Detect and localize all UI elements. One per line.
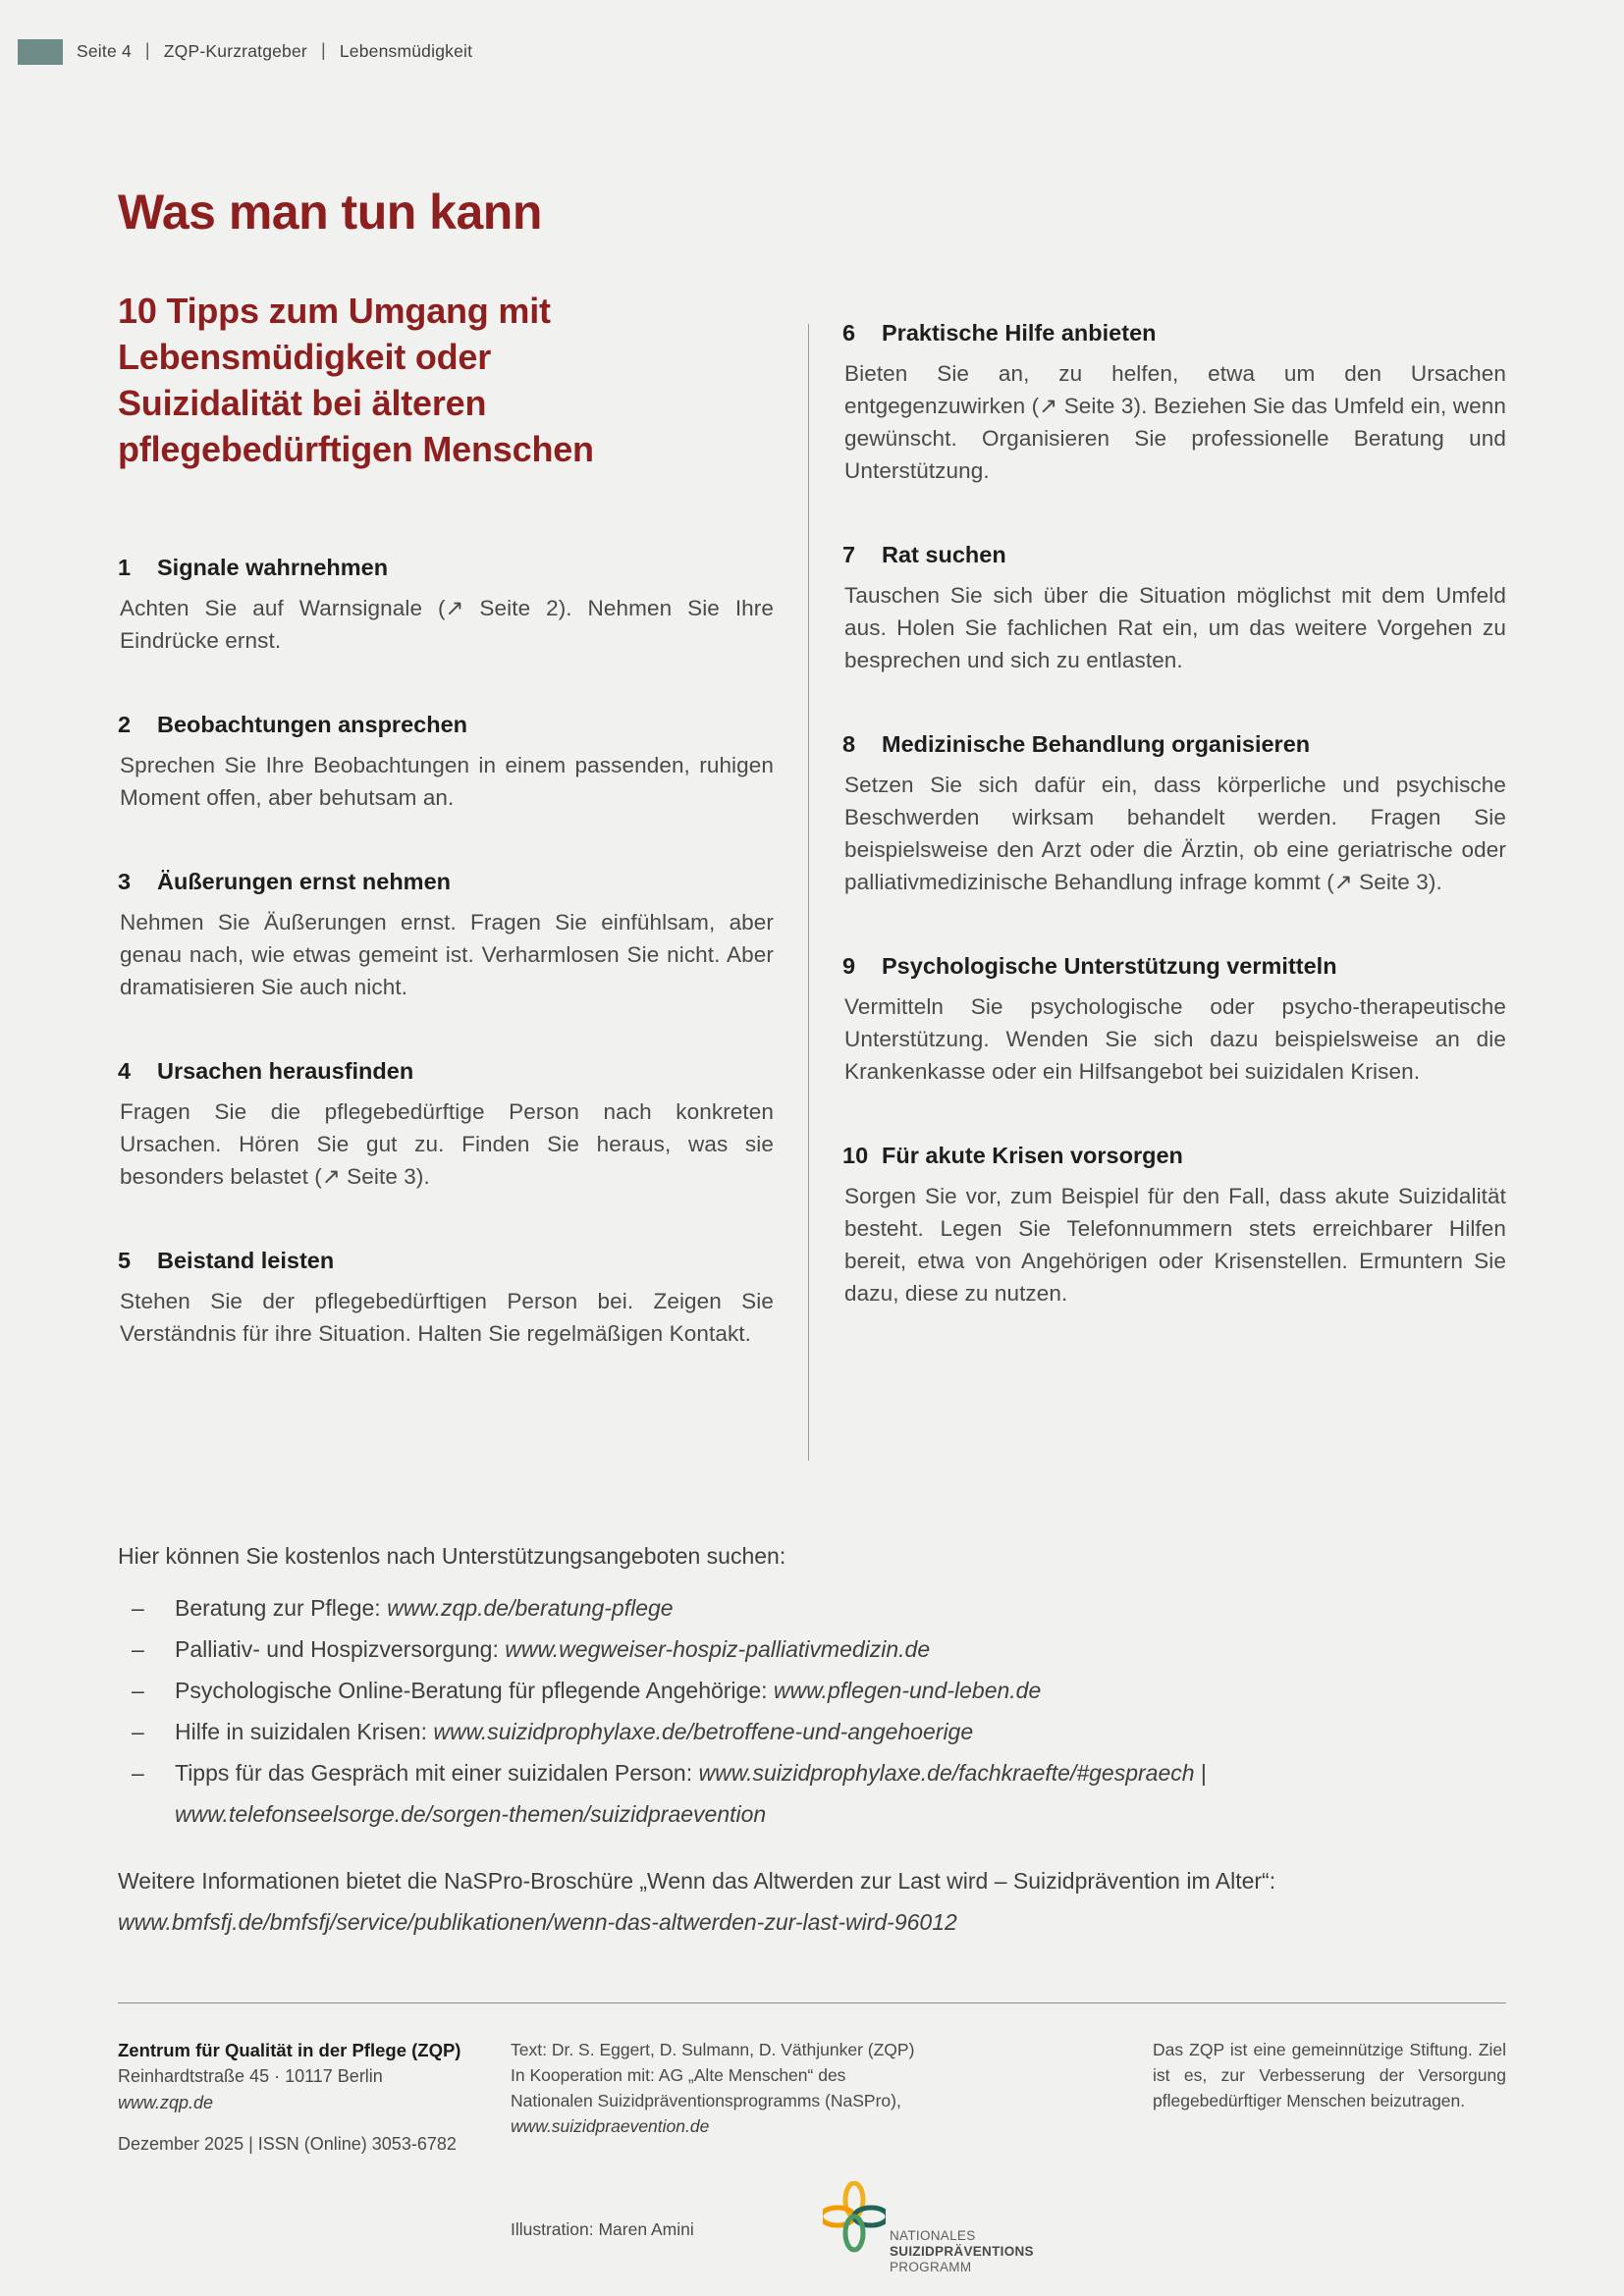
naspro-logo-text [890,2228,1034,2275]
resource-link[interactable]: www.telefonseelsorge.de/sorgen-themen/suizidpraevention [175,1801,767,1827]
naspro-logo-line: NATIONALES [890,2228,976,2243]
org-website-link[interactable]: www.zqp.de [118,2093,214,2112]
credits-program: Nationalen Suizidpräventionsprogramms (NaSPro), [511,2091,901,2110]
tips-left [118,555,774,1350]
tip-1 [118,555,774,657]
tip-number: 5 [118,1247,132,1273]
resource-link[interactable]: www.zqp.de/beratung-pflege [387,1595,674,1621]
resource-label: Tipps für das Gespräch mit einer suizidalen Person: [175,1760,699,1786]
tip-body: Setzen Sie sich dafür ein, dass körperliche und psychische Beschwerden wirksam behandelt werden. Fragen Sie beispielsweise den Arzt oder die Ärztin, ob eine geriatrische oder palliativmedizinische Behandlung infrage kommt (↗ Seite 3). [844,773,1506,894]
resource-label: Beratung zur Pflege: [175,1595,388,1621]
list-item [118,1711,1506,1752]
list-item [118,1752,1506,1835]
column-divider [808,324,809,1461]
dash-bullet: – [132,1678,144,1703]
illustration-credit: Illustration: Maren Amini [511,2219,694,2239]
tip-title: Praktische Hilfe anbieten [882,320,1157,346]
resource-link[interactable]: www.suizidprophylaxe.de/fachkraefte/#gespraech [698,1760,1195,1786]
breadcrumb [77,41,472,62]
org-name: Zentrum für Qualität in der Pflege (ZQP) [118,2040,461,2060]
resources-section [118,1543,1506,1965]
footer-publisher [118,2037,511,2242]
brochure-name: ZQP-Kurzratgeber [163,41,307,61]
left-column [118,187,774,1350]
breadcrumb-separator: | [320,40,326,60]
subtitle-line: pflegebedürftigen Menschen [118,428,594,469]
tip-number: 7 [842,542,856,567]
tip-body: Sprechen Sie Ihre Beobachtungen in einem passenden, ruhigen Moment offen, aber behutsam an. [120,752,774,810]
tip-title: Signale wahrnehmen [157,554,389,580]
tip-title: Äußerungen ernst nehmen [157,868,452,894]
resource-label: Palliativ- und Hospizversorgung: [175,1636,506,1662]
subtitle-line: Lebensmüdigkeit oder [118,336,492,377]
list-item [118,1629,1506,1670]
footer-divider [118,2002,1506,2003]
tip-body: Stehen Sie der pflegebedürftigen Person bei. Zeigen Sie Verständnis für ihre Situation. Halten Sie regelmäßigen Kontakt. [120,1288,774,1346]
tip-body: Fragen Sie die pflegebedürftige Person nach konkreten Ursachen. Hören Sie gut zu. Finden Sie heraus, was sie besonders belastet (↗ Seite 3). [120,1098,774,1189]
breadcrumb-separator: | [144,40,150,60]
tip-number: 9 [842,953,856,979]
tip-body: Bieten Sie an, zu helfen, etwa um den Ursachen entgegenzuwirken (↗ Seite 3). Beziehen Sie das Umfeld ein, wenn gewünscht. Organisieren Sie professionelle Beratung und Unterstützung. [844,361,1506,483]
page-title: Was man tun kann [118,185,542,240]
naspro-logo-icon [823,2181,886,2275]
credits-text: Text: Dr. S. Eggert, D. Sulmann, D. Väthjunker (ZQP) [511,2040,915,2059]
more-info-text: Weitere Informationen bietet die NaSPro-Broschüre „Wenn das Altwerden zur Last wird – Suizidprävention im Alter“: [118,1868,1276,1894]
footer-about [1153,2037,1506,2242]
tip-number: 2 [118,711,132,737]
credits-cooperation: In Kooperation mit: AG „Alte Menschen“ des [511,2065,846,2085]
resources-intro: Hier können Sie kostenlos nach Unterstützungsangeboten suchen: [118,1543,786,1569]
tip-8 [842,731,1506,898]
tip-number: 3 [118,868,132,894]
page-subtitle [118,288,774,472]
page-header [0,37,1624,67]
dash-bullet: – [132,1760,144,1786]
naspro-logo [823,2181,1034,2275]
page-footer [118,2037,1506,2274]
tip-body: Tauschen Sie sich über die Situation möglichst mit dem Umfeld aus. Holen Sie fachlichen Rat ein, um das weitere Vorgehen zu besprechen und sich zu entlasten. [844,583,1506,672]
resource-label: Psychologische Online-Beratung für pflegende Angehörige: [175,1678,774,1703]
link-separator: | [1194,1760,1207,1786]
tip-body: Sorgen Sie vor, zum Beispiel für den Fall, dass akute Suizidalität besteht. Legen Sie Telefonnummern stets erreichbarer Hilfen bereit, etwa von Angehörigen oder Krisenstellen. Ermuntern Sie dazu, diese zu nutzen. [844,1184,1506,1306]
list-item [118,1670,1506,1711]
tip-10 [842,1143,1506,1309]
tip-title: Rat suchen [882,542,1006,567]
tip-body: Vermitteln Sie psychologische oder psycho-therapeutische Unterstützung. Wenden Sie sich dazu beispielsweise an die Krankenkasse oder ein Hilfsangebot bei suizidalen Krisen. [844,994,1506,1084]
footer-credits [511,2037,1060,2274]
subtitle-line: Suizidalität bei älteren [118,382,487,423]
dash-bullet: – [132,1595,144,1621]
list-item [118,1587,1506,1629]
subtitle-line: 10 Tipps zum Umgang mit [118,290,551,331]
tip-number: 8 [842,731,856,757]
tip-5 [118,1248,774,1350]
tip-7 [842,542,1506,676]
more-info-link[interactable]: www.bmfsfj.de/bmfsfj/service/publikationen/wenn-das-altwerden-zur-last-wird-96012 [118,1909,957,1935]
dash-bullet: – [132,1719,144,1744]
tip-body: Nehmen Sie Äußerungen ernst. Fragen Sie einfühlsam, aber genau nach, wie etwas gemeint ist. Verharmlosen Sie nicht. Aber dramatisieren Sie auch nicht. [120,909,774,999]
tip-title: Ursachen herausfinden [157,1057,414,1084]
tip-6 [842,320,1506,487]
tip-4 [118,1058,774,1193]
tip-title: Für akute Krisen vorsorgen [882,1143,1183,1168]
tip-title: Beistand leisten [157,1247,335,1273]
about-zqp-text: Das ZQP ist eine gemeinnützige Stiftung. Ziel ist es, zur Verbesserung der Versorgung pflegebedürftiger Menschen beizutragen. [1153,2040,1506,2110]
tip-title: Medizinische Behandlung organisieren [882,731,1311,757]
tip-9 [842,953,1506,1088]
tip-number: 10 [842,1143,869,1168]
naspro-website-link[interactable]: www.suizidpraevention.de [511,2116,710,2136]
page-number-label: Seite 4 [77,41,132,61]
tip-body: Achten Sie auf Warnsignale (↗ Seite 2). Nehmen Sie Ihre Eindrücke ernst. [120,595,774,653]
tip-3 [118,869,774,1003]
dash-bullet: – [132,1636,144,1662]
tip-number: 1 [118,554,132,580]
resource-link[interactable]: www.wegweiser-hospiz-palliativmedizin.de [505,1636,931,1662]
main-content [118,187,1506,1350]
tip-number: 6 [842,320,856,346]
tip-2 [118,712,774,814]
naspro-logo-line: SUIZIDPRÄVENTIONS [890,2244,1034,2259]
resource-label: Hilfe in suizidalen Krisen: [175,1719,434,1744]
org-address: Reinhardtstraße 45 · 10117 Berlin [118,2066,383,2086]
right-column [842,187,1506,1350]
brochure-topic: Lebensmüdigkeit [339,41,473,61]
resource-link[interactable]: www.suizidprophylaxe.de/betroffene-und-angehoerige [433,1719,974,1744]
tips-right [842,320,1506,1309]
more-info-paragraph [118,1860,1473,1943]
issue-info: Dezember 2025 | ISSN (Online) 3053-6782 [118,2134,457,2154]
header-color-swatch [18,39,63,65]
tip-title: Beobachtungen ansprechen [157,711,467,737]
naspro-logo-line: PROGRAMM [890,2260,972,2274]
tip-title: Psychologische Unterstützung vermitteln [882,953,1337,979]
tip-number: 4 [118,1057,132,1084]
resource-link[interactable]: www.pflegen-und-leben.de [773,1678,1042,1703]
